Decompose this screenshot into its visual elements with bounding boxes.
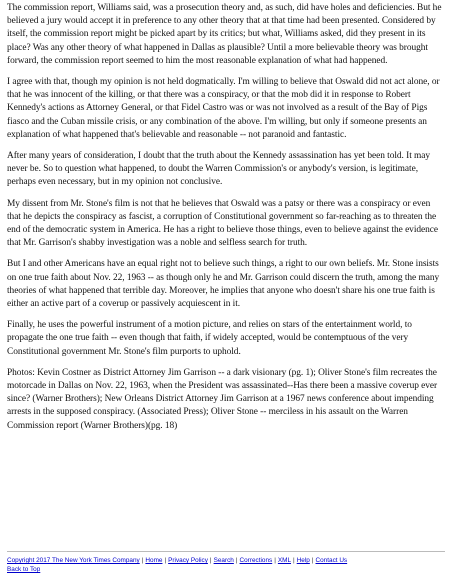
corrections-link[interactable]: Corrections <box>239 557 273 564</box>
article-paragraph: Finally, he uses the powerful instrument of a motion picture, and relies on stars of the entertainment world, to propagate the one true faith -- even though that faith, if widely accepted, would be contemptuous of the very Constitutional government Mr. Stone's film purports to uphold. <box>7 320 412 357</box>
page-footer <box>7 551 445 574</box>
help-link[interactable]: Help <box>296 557 310 564</box>
article-paragraph: After many years of consideration, I doubt that the truth about the Kennedy assassination has yet been told. It may never be. So to question what happened, to doubt the Warren Commission's or anybody's version, is legitimate, perhaps even necessary, but in my opinion not conclusive. <box>7 151 431 188</box>
footer-separator: | <box>209 557 212 564</box>
article-paragraph: My dissent from Mr. Stone's film is not that he believes that Oswald was a patsy or there was a conspiracy or even that he depicts the conspiracy as fascist, a corruption of Constitutional government so far-reaching as to threaten the end of the democratic system in America. He has a right to believe those things, even to believe against the evidence that Mr. Garrison's shabby investigation was a noble and selfless search for truth. <box>7 198 438 249</box>
article-paragraph: I agree with that, though my opinion is not held dogmatically. I'm willing to believe that Oswald did not act alone, or that he was innocent of the killing, or that there was a conspiracy, or that the mob did it in response to Robert Kennedy's actions as Attorney General, or that Fidel Castro was or was not involved as a result of the Bay of Pigs fiasco and the Cuban missile crisis, or any combination of the above. I'm willing, but only if someone presents an explanation of what happened that's believable and reasonable -- not paranoid and fantastic. <box>7 77 440 140</box>
footer-divider <box>7 551 445 552</box>
privacy-policy-link[interactable]: Privacy Policy <box>168 557 208 564</box>
photo-captions: Photos: Kevin Costner as District Attorney Jim Garrison -- a dark visionary (pg. 1); Oliver Stone's film recreates the motorcade in Dallas on Nov. 22, 1963, when the President was assassinated--Has there been a massive coverup ever since? (Warner Brothers); New Orleans District Attorney Jim Garrison at a 1967 news conference about impending arrests in the supposed conspiracy. (Associated Press); Oliver Stone -- merciless in his assault on the Warren Commission report (Warner Brothers)(pg. 18) <box>7 367 438 431</box>
home-link[interactable]: Home <box>145 557 163 564</box>
footer-separator: | <box>235 557 238 564</box>
xml-link[interactable]: XML <box>277 557 292 564</box>
footer-separator: | <box>293 557 295 564</box>
footer-separator: | <box>141 557 144 564</box>
article-body <box>7 2 445 441</box>
copyright-link[interactable]: Copyright 2017 The New York Times Company <box>7 557 140 564</box>
back-to-top-link[interactable]: Back to Top <box>7 566 41 573</box>
footer-separator: | <box>274 557 276 564</box>
contact-us-link[interactable]: Contact Us <box>315 557 348 564</box>
article-paragraph: But I and other Americans have an equal right not to believe such things, a right to our own beliefs. Mr. Stone insists on one true faith about Nov. 22, 1963 -- as though only he and Mr. Garrison could discern the truth, among the many theories of what happened that terrible day. Moreover, he implies that anyone who doesn't share his one true faith is either an active part of a coverup or passively acquiescent in it. <box>7 259 440 310</box>
footer-separator: | <box>311 557 314 564</box>
search-link[interactable]: Search <box>213 557 234 564</box>
article-paragraph: The commission report, Williams said, was a prosecution theory and, as such, did have holes and deficiencies. But he believed a jury would accept it in preference to any other theory that at that time had been presented. Considered by itself, the commission report might be picked apart by its critics; but what, Williams asked, did they present in its place? Was any other theory of what happened in Dallas as plausible? Until a more believable theory was brought forward, the commission report seemed to him the most reasonable explanation of what had happened. <box>7 3 442 66</box>
footer-links <box>7 556 445 574</box>
footer-separator: | <box>164 557 167 564</box>
